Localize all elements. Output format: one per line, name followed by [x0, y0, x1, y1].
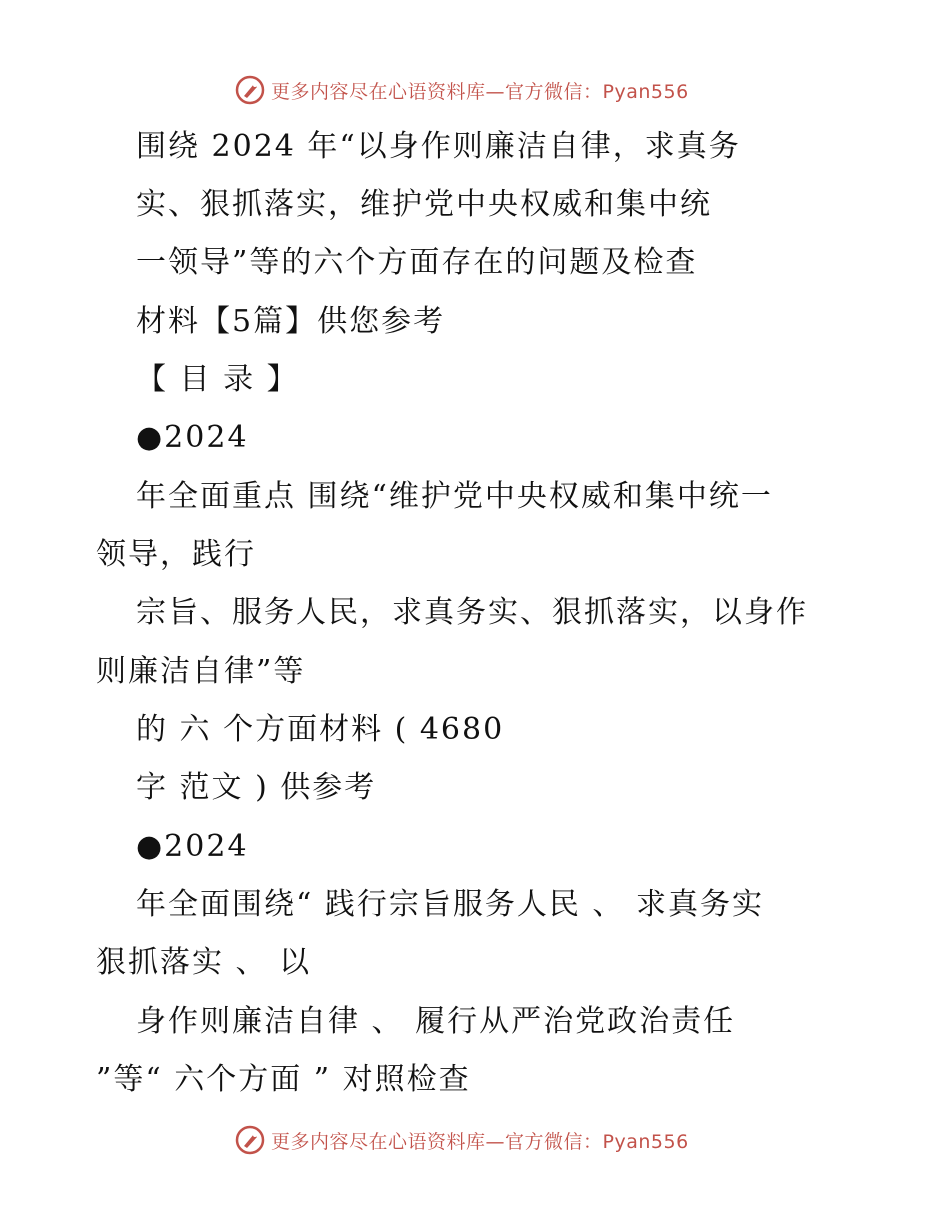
text-line: 则廉洁自律”等 [96, 654, 306, 689]
text-line: 字 范文 ) 供参考 [136, 770, 377, 805]
toc-bullet: ●2024 [136, 420, 249, 455]
watermark-text: 更多内容尽在心语资料库—官方微信：Pyan556 [271, 1130, 689, 1153]
text-line: 狠抓落实 、 以 [96, 945, 312, 980]
header-watermark [235, 73, 689, 107]
toc-heading: 【 目 录 】 [136, 362, 299, 397]
text-line: 实、狠抓落实，维护党中央权威和集中统 [136, 187, 712, 222]
text-line: 年全面围绕“ 践行宗旨服务人民 、 求真务实 [136, 887, 764, 922]
footer-watermark [235, 1123, 689, 1157]
text-line: ”等“ 六个方面 ” 对照检查 [96, 1062, 471, 1097]
text-line: 身作则廉洁自律 、 履行从严治党政治责任 [136, 1004, 736, 1039]
watermark-text: 更多内容尽在心语资料库—官方微信：Pyan556 [271, 80, 689, 103]
text-line: 宗旨、服务人民，求真务实、狠抓落实，以身作 [136, 595, 808, 630]
text-line: 领导，践行 [96, 537, 256, 572]
text-line: 的 六 个方面材料 ( 4680 [136, 712, 505, 747]
text-line: 年全面重点 围绕“维护党中央权威和集中统一 [136, 479, 773, 514]
text-line: 材料【5篇】供您参考 [136, 304, 446, 339]
text-line: 一领导”等的六个方面存在的问题及检查 [136, 245, 698, 280]
pen-nib-logo-icon [235, 1125, 265, 1155]
toc-bullet: ●2024 [136, 829, 249, 864]
pen-nib-logo-icon [235, 75, 265, 105]
text-line: 围绕 2024 年“以身作则廉洁自律，求真务 [136, 129, 741, 164]
